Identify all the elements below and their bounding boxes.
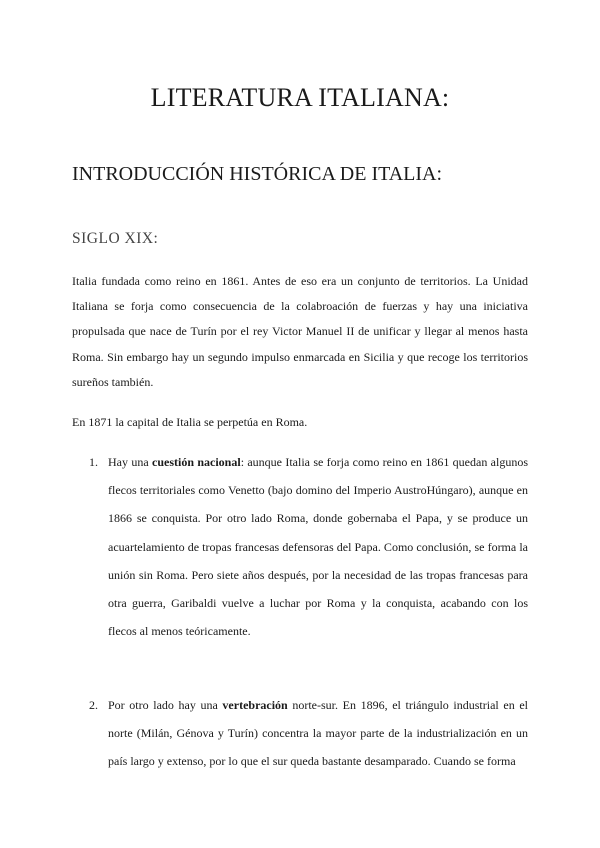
list-item-lead: Hay una (108, 455, 152, 469)
list-item (89, 448, 528, 645)
list-item-number: 1. (89, 455, 98, 469)
list-item-text (108, 448, 528, 645)
list-item (89, 691, 528, 776)
list-item-bold-term: vertebración (222, 698, 288, 712)
intro-paragraph: Italia fundada como reino en 1861. Antes de eso era un conjunto de territorios. La Unidad Italiana se forja como consecuencia de la colabroación de fuerzas y hay una iniciativa propulsada que nace de Turín por el rey Victor Manuel II de unificar y llegar al menos hasta Roma. Sin embargo hay un segundo impulso enmarcada en Sicilia y que recoge los territorios sureños también. (72, 274, 528, 389)
document-title: LITERATURA ITALIANA: (150, 83, 450, 112)
list-item-rest: norte-sur. En 1896, el triángulo industrial en el norte (Milán, Génova y Turín) concentra la mayor parte de la industrialización en un país largo y extenso, por lo que el sur queda bastante desamparado. Cuando se forma (108, 698, 528, 769)
list-item-number: 2. (89, 698, 98, 712)
section-heading: INTRODUCCIÓN HISTÓRICA DE ITALIA: (72, 163, 443, 185)
list-item-rest: : aunque Italia se forja como reino en 1861 quedan algunos flecos territoriales como Venetto (bajo domino del Imperio AustroHúngaro), aunque en 1866 se conquista. Por otro lado Roma, donde gobernaba el Papa, y se produce un acuartelamiento de tropas francesas defensoras del Papa. Como conclusión, se forma la unión sin Roma. Pero siete años después, por la necesidad de las tropas francesas para otra guerra, Garibaldi vuelve a luchar por Roma y la conquista, acabando con los flecos al menos teóricamente. (108, 455, 528, 639)
capital-paragraph: En 1871 la capital de Italia se perpetúa en Roma. (72, 415, 308, 429)
subsection-heading: SIGLO XIX: (72, 230, 159, 247)
list-item-bold-term: cuestión nacional (152, 455, 241, 469)
list-item-text (108, 691, 528, 776)
list-item-lead: Por otro lado hay una (108, 698, 223, 712)
